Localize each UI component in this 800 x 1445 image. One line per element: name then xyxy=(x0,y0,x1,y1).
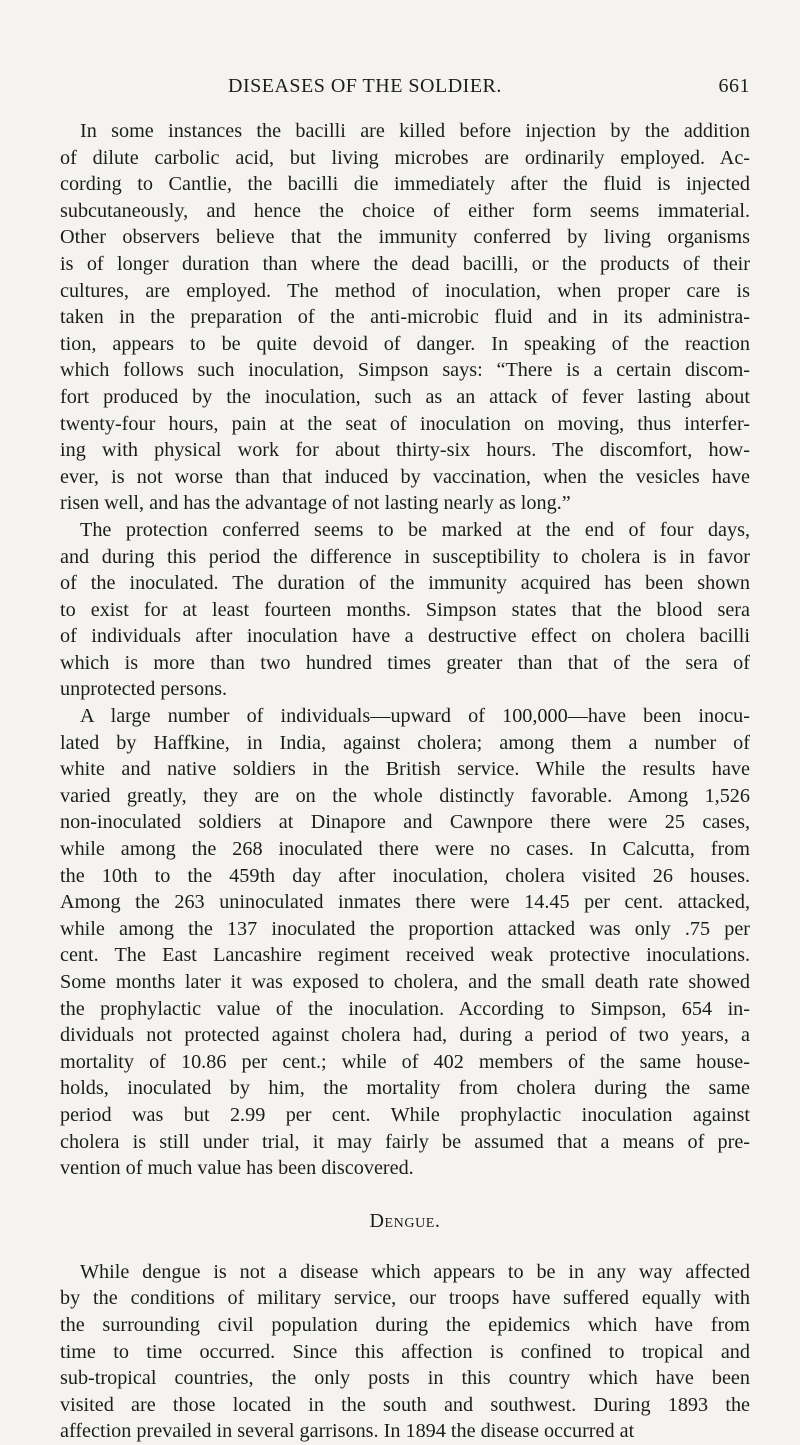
section-text xyxy=(60,1259,750,1445)
text-line: unprotected persons. xyxy=(60,678,228,701)
text-line: risen well, and has the advantage of not lasting nearly as long.” xyxy=(60,492,571,515)
paragraph xyxy=(60,517,750,703)
text-line: While dengue is not a disease which appears to be in any way affected xyxy=(80,1260,750,1283)
text-line: Some months later it was exposed to cholera, and the small death rate showed xyxy=(60,971,750,993)
text-line: period was but 2.99 per cent. While prophylactic inoculation against xyxy=(60,1103,750,1126)
text-line: and during this period the difference in susceptibility to cholera is in favor xyxy=(60,545,750,568)
running-title: DISEASES OF THE SOLDIER. xyxy=(228,75,502,97)
running-head xyxy=(60,75,750,115)
paragraph xyxy=(60,118,750,517)
text-line: the surrounding civil population during the epidemics which have from xyxy=(60,1313,750,1336)
text-line: twenty-four hours, pain at the seat of inoculation on moving, thus interfer- xyxy=(60,412,750,435)
text-line: dividuals not protected against cholera had, during a period of two years, a xyxy=(60,1024,750,1047)
text-line: which is more than two hundred times greater than that of the sera of xyxy=(60,651,750,674)
text-line: tion, appears to be quite devoid of danger. In speaking of the reaction xyxy=(60,332,750,355)
main-text xyxy=(60,118,750,1182)
text-line: ever, is not worse than that induced by vaccination, when the vesicles have xyxy=(60,465,750,488)
book-page xyxy=(60,75,750,1445)
text-line: lated by Haffkine, in India, against cholera; among them a number of xyxy=(60,731,750,754)
text-line: by the conditions of military service, our troops have suffered equally with xyxy=(60,1287,750,1310)
page-number: 661 xyxy=(718,75,750,97)
text-line: varied greatly, they are on the whole distinctly favorable. Among 1,526 xyxy=(60,784,750,807)
paragraph xyxy=(60,703,750,1182)
text-line: Among the 263 uninoculated inmates there were 14.45 per cent. attacked, xyxy=(60,891,750,914)
text-line: to exist for at least fourteen months. Simpson states that the blood sera xyxy=(60,598,750,621)
text-line: affection prevailed in several garrisons. In 1894 the disease occurred at xyxy=(60,1420,635,1443)
text-line: sub-tropical countries, the only posts in this country which have been xyxy=(60,1367,750,1390)
text-line: The protection conferred seems to be marked at the end of four days, xyxy=(80,518,750,541)
text-line: which follows such inoculation, Simpson says: “There is a certain discom- xyxy=(60,359,750,382)
paragraph xyxy=(60,1259,750,1445)
text-line: while among the 268 inoculated there were no cases. In Calcutta, from xyxy=(60,838,750,861)
text-line: ing with physical work for about thirty-six hours. The discomfort, how- xyxy=(60,439,750,462)
text-line: holds, inoculated by him, the mortality from cholera during the same xyxy=(60,1077,750,1100)
text-line: of the inoculated. The duration of the immunity acquired has been shown xyxy=(60,572,750,595)
text-line: vention of much value has been discovered. xyxy=(60,1157,414,1180)
text-line: non-inoculated soldiers at Dinapore and Cawnpore there were 25 cases, xyxy=(60,811,750,834)
text-line: cultures, are employed. The method of inoculation, when proper care is xyxy=(60,279,750,302)
text-line: white and native soldiers in the British service. While the results have xyxy=(60,758,750,781)
text-line: taken in the preparation of the anti-microbic fluid and in its administra- xyxy=(60,306,750,329)
text-line: is of longer duration than where the dead bacilli, or the products of their xyxy=(60,252,750,275)
text-line: cholera is still under trial, it may fairly be assumed that a means of pre- xyxy=(60,1130,750,1153)
text-line: fort produced by the inoculation, such as an attack of fever lasting about xyxy=(60,385,750,408)
section-heading: Dengue. xyxy=(369,1209,441,1232)
text-line: of individuals after inoculation have a destructive effect on cholera bacilli xyxy=(60,625,750,648)
text-line: the 10th to the 459th day after inoculation, cholera visited 26 houses. xyxy=(60,864,750,887)
text-line: subcutaneously, and hence the choice of either form seems immaterial. xyxy=(60,199,750,222)
text-line: time to time occurred. Since this affection is confined to tropical and xyxy=(60,1340,750,1363)
text-line: the prophylactic value of the inoculation. According to Simpson, 654 in- xyxy=(60,997,750,1020)
text-line: of dilute carbolic acid, but living microbes are ordinarily employed. Ac- xyxy=(60,146,750,169)
text-line: In some instances the bacilli are killed before injection by the addition xyxy=(80,120,750,142)
text-line: Other observers believe that the immunity conferred by living organisms xyxy=(60,226,750,249)
text-line: cent. The East Lancashire regiment received weak protective inoculations. xyxy=(60,944,750,967)
text-line: mortality of 10.86 per cent.; while of 402 members of the same house- xyxy=(60,1050,750,1073)
text-line: cording to Cantlie, the bacilli die immediately after the fluid is injected xyxy=(60,173,750,196)
text-line: while among the 137 inoculated the proportion attacked was only .75 per xyxy=(60,917,750,940)
text-line: visited are those located in the south and southwest. During 1893 the xyxy=(60,1393,750,1416)
text-line: A large number of individuals—upward of 100,000—have been inocu- xyxy=(80,705,750,728)
